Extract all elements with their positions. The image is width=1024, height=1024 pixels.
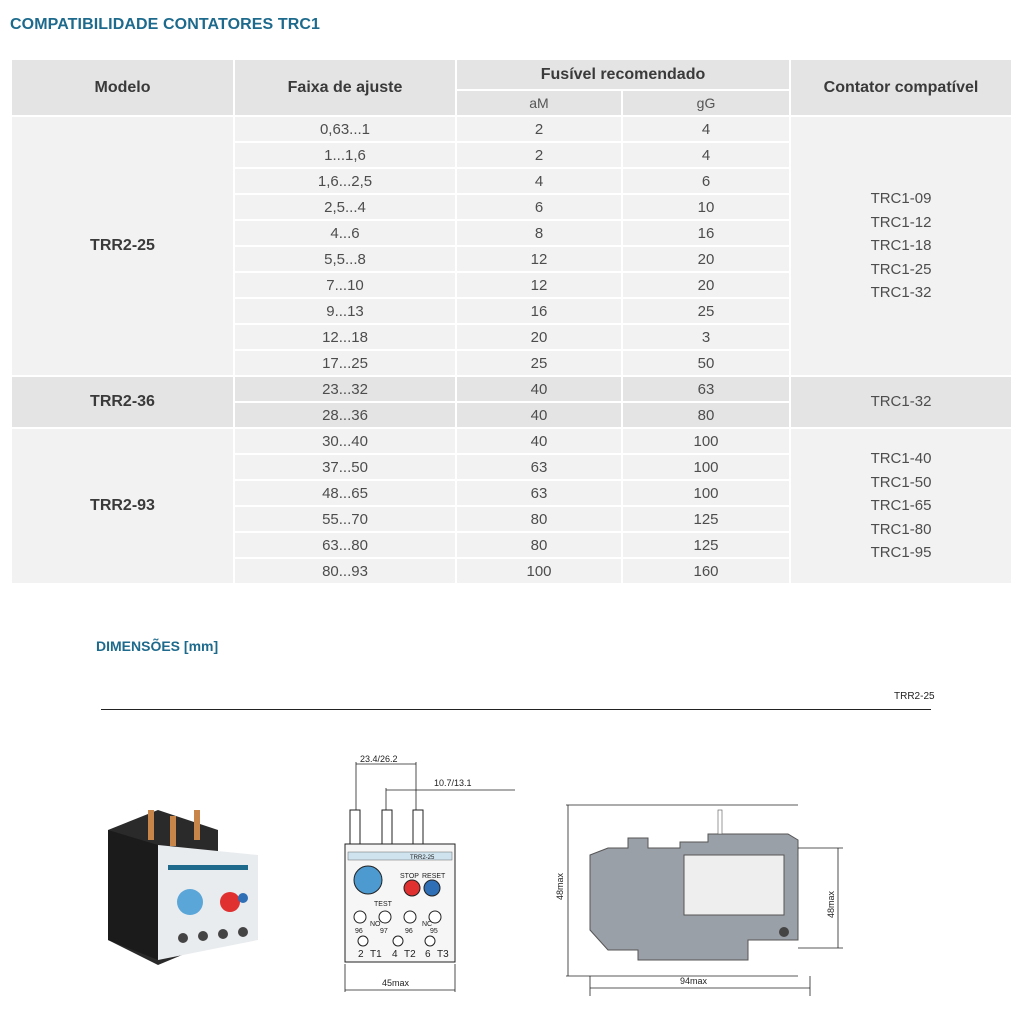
front-width-label: 45max xyxy=(382,978,410,988)
brand-strip xyxy=(168,865,248,870)
adjust-dial-drawing xyxy=(354,866,382,894)
header-contactor: Contator compatível xyxy=(790,59,1012,116)
front-model-label: TRR2-25 xyxy=(410,855,435,861)
gg-cell: 100 xyxy=(622,454,790,480)
dim-top-label: 23.4/26.2 xyxy=(360,754,398,764)
terminal-bottom-2: T1 xyxy=(370,949,382,960)
terminal-screw xyxy=(358,936,368,946)
range-cell: 55...70 xyxy=(234,506,456,532)
side-height-label: 48max xyxy=(555,872,565,900)
gg-cell: 160 xyxy=(622,558,790,584)
side-pin xyxy=(718,810,722,834)
gg-cell: 125 xyxy=(622,532,790,558)
contactor-cell xyxy=(790,116,1012,376)
range-cell: 17...25 xyxy=(234,350,456,376)
am-cell: 12 xyxy=(456,246,622,272)
table-row xyxy=(11,376,1012,402)
terminal-screw xyxy=(393,936,403,946)
model-cell: TRR2-36 xyxy=(11,376,234,428)
compatibility-table xyxy=(10,58,1013,585)
pin-middle xyxy=(382,810,392,844)
gg-cell: 125 xyxy=(622,506,790,532)
figure-label: TRR2-25 xyxy=(894,691,935,702)
am-cell: 6 xyxy=(456,194,622,220)
table-row xyxy=(11,428,1012,454)
pin-left xyxy=(350,810,360,844)
stop-button-photo xyxy=(220,892,240,912)
contactor-item: TRC1-95 xyxy=(870,544,932,562)
contactor-item: TRC1-65 xyxy=(870,497,932,515)
pin-3 xyxy=(194,810,200,840)
terminal-top-2: 97 xyxy=(380,928,388,935)
dimensions-title: DIMENSÕES [mm] xyxy=(96,638,219,654)
reset-label: RESET xyxy=(422,873,446,880)
test-label: TEST xyxy=(374,901,392,908)
am-cell: 80 xyxy=(456,532,622,558)
no-label: NO xyxy=(370,921,381,928)
am-cell: 40 xyxy=(456,376,622,402)
terminal-bottom-4: T2 xyxy=(404,949,416,960)
reset-button-photo xyxy=(238,893,248,903)
header-gg: gG xyxy=(622,90,790,116)
am-cell: 100 xyxy=(456,558,622,584)
gg-cell: 6 xyxy=(622,168,790,194)
terminal-screw xyxy=(404,911,416,923)
pin-2 xyxy=(170,816,176,846)
side-depth-label: 48max xyxy=(826,890,836,918)
pin-right xyxy=(413,810,423,844)
gg-cell: 16 xyxy=(622,220,790,246)
stop-label: STOP xyxy=(400,873,419,880)
range-cell: 9...13 xyxy=(234,298,456,324)
terminal-screw xyxy=(198,931,208,941)
contactor-item: TRC1-32 xyxy=(870,284,932,302)
terminal-screw xyxy=(218,929,228,939)
contactor-cell xyxy=(790,376,1012,428)
page-title: COMPATIBILIDADE CONTATORES TRC1 xyxy=(10,16,321,33)
terminal-top-1: 96 xyxy=(355,928,363,935)
terminal-screw xyxy=(238,927,248,937)
am-cell: 20 xyxy=(456,324,622,350)
range-cell: 12...18 xyxy=(234,324,456,350)
header-fuse: Fusível recomendado xyxy=(456,59,790,90)
contactor-item: TRC1-32 xyxy=(870,393,932,411)
range-cell: 0,63...1 xyxy=(234,116,456,142)
range-cell: 23...32 xyxy=(234,376,456,402)
contactor-item: TRC1-25 xyxy=(870,260,932,278)
gg-cell: 10 xyxy=(622,194,790,220)
table-row xyxy=(11,116,1012,142)
am-cell: 4 xyxy=(456,168,622,194)
divider xyxy=(101,709,931,710)
terminal-bottom-3: 4 xyxy=(392,949,398,960)
product-photo xyxy=(98,790,268,970)
side-view-drawing xyxy=(548,800,848,998)
range-cell: 30...40 xyxy=(234,428,456,454)
header-model: Modelo xyxy=(11,59,234,116)
range-cell: 63...80 xyxy=(234,532,456,558)
nc-label: NC xyxy=(422,921,433,928)
am-cell: 63 xyxy=(456,480,622,506)
label-strip xyxy=(348,852,452,860)
gg-cell: 3 xyxy=(622,324,790,350)
terminal-bottom-1: 2 xyxy=(358,949,364,960)
range-cell: 28...36 xyxy=(234,402,456,428)
gg-cell: 63 xyxy=(622,376,790,402)
gg-cell: 4 xyxy=(622,142,790,168)
range-cell: 37...50 xyxy=(234,454,456,480)
front-view-drawing xyxy=(330,752,520,997)
contactor-item: TRC1-09 xyxy=(870,190,932,208)
range-cell: 2,5...4 xyxy=(234,194,456,220)
header-am: aM xyxy=(456,90,622,116)
dim-pins-label: 10.7/13.1 xyxy=(434,778,472,788)
group-1 xyxy=(11,376,1012,428)
am-cell: 12 xyxy=(456,272,622,298)
range-cell: 5,5...8 xyxy=(234,246,456,272)
terminal-top-4: 95 xyxy=(430,928,438,935)
gg-cell: 50 xyxy=(622,350,790,376)
gg-cell: 20 xyxy=(622,246,790,272)
group-2 xyxy=(11,428,1012,584)
reset-button-drawing xyxy=(424,880,440,896)
group-0 xyxy=(11,116,1012,376)
range-cell: 7...10 xyxy=(234,272,456,298)
gg-cell: 100 xyxy=(622,480,790,506)
am-cell: 80 xyxy=(456,506,622,532)
terminal-screw xyxy=(379,911,391,923)
model-cell: TRR2-93 xyxy=(11,428,234,584)
pin-1 xyxy=(148,810,154,840)
terminal-screw xyxy=(354,911,366,923)
header-range: Faixa de ajuste xyxy=(234,59,456,116)
gg-cell: 4 xyxy=(622,116,790,142)
contactor-item: TRC1-80 xyxy=(870,520,932,538)
terminal-screw xyxy=(178,933,188,943)
model-cell: TRR2-25 xyxy=(11,116,234,376)
am-cell: 63 xyxy=(456,454,622,480)
range-cell: 1...1,6 xyxy=(234,142,456,168)
terminal-bottom-5: 6 xyxy=(425,949,431,960)
am-cell: 40 xyxy=(456,402,622,428)
range-cell: 1,6...2,5 xyxy=(234,168,456,194)
terminal-screw xyxy=(425,936,435,946)
contactor-item: TRC1-12 xyxy=(870,213,932,231)
contactor-item: TRC1-50 xyxy=(870,473,932,491)
am-cell: 25 xyxy=(456,350,622,376)
adjust-dial xyxy=(177,889,203,915)
gg-cell: 25 xyxy=(622,298,790,324)
contactor-cell xyxy=(790,428,1012,584)
gg-cell: 20 xyxy=(622,272,790,298)
am-cell: 40 xyxy=(456,428,622,454)
terminal-bottom-6: T3 xyxy=(437,949,449,960)
stop-button-drawing xyxy=(404,880,420,896)
terminal-top-3: 96 xyxy=(405,928,413,935)
side-width-label: 94max xyxy=(680,976,708,986)
gg-cell: 80 xyxy=(622,402,790,428)
am-cell: 2 xyxy=(456,116,622,142)
contactor-item: TRC1-18 xyxy=(870,237,932,255)
am-cell: 16 xyxy=(456,298,622,324)
range-cell: 80...93 xyxy=(234,558,456,584)
side-screw xyxy=(779,927,789,937)
device-side xyxy=(108,830,158,960)
am-cell: 2 xyxy=(456,142,622,168)
contactor-item: TRC1-40 xyxy=(870,450,932,468)
side-label-area xyxy=(684,855,784,915)
gg-cell: 100 xyxy=(622,428,790,454)
range-cell: 48...65 xyxy=(234,480,456,506)
range-cell: 4...6 xyxy=(234,220,456,246)
am-cell: 8 xyxy=(456,220,622,246)
